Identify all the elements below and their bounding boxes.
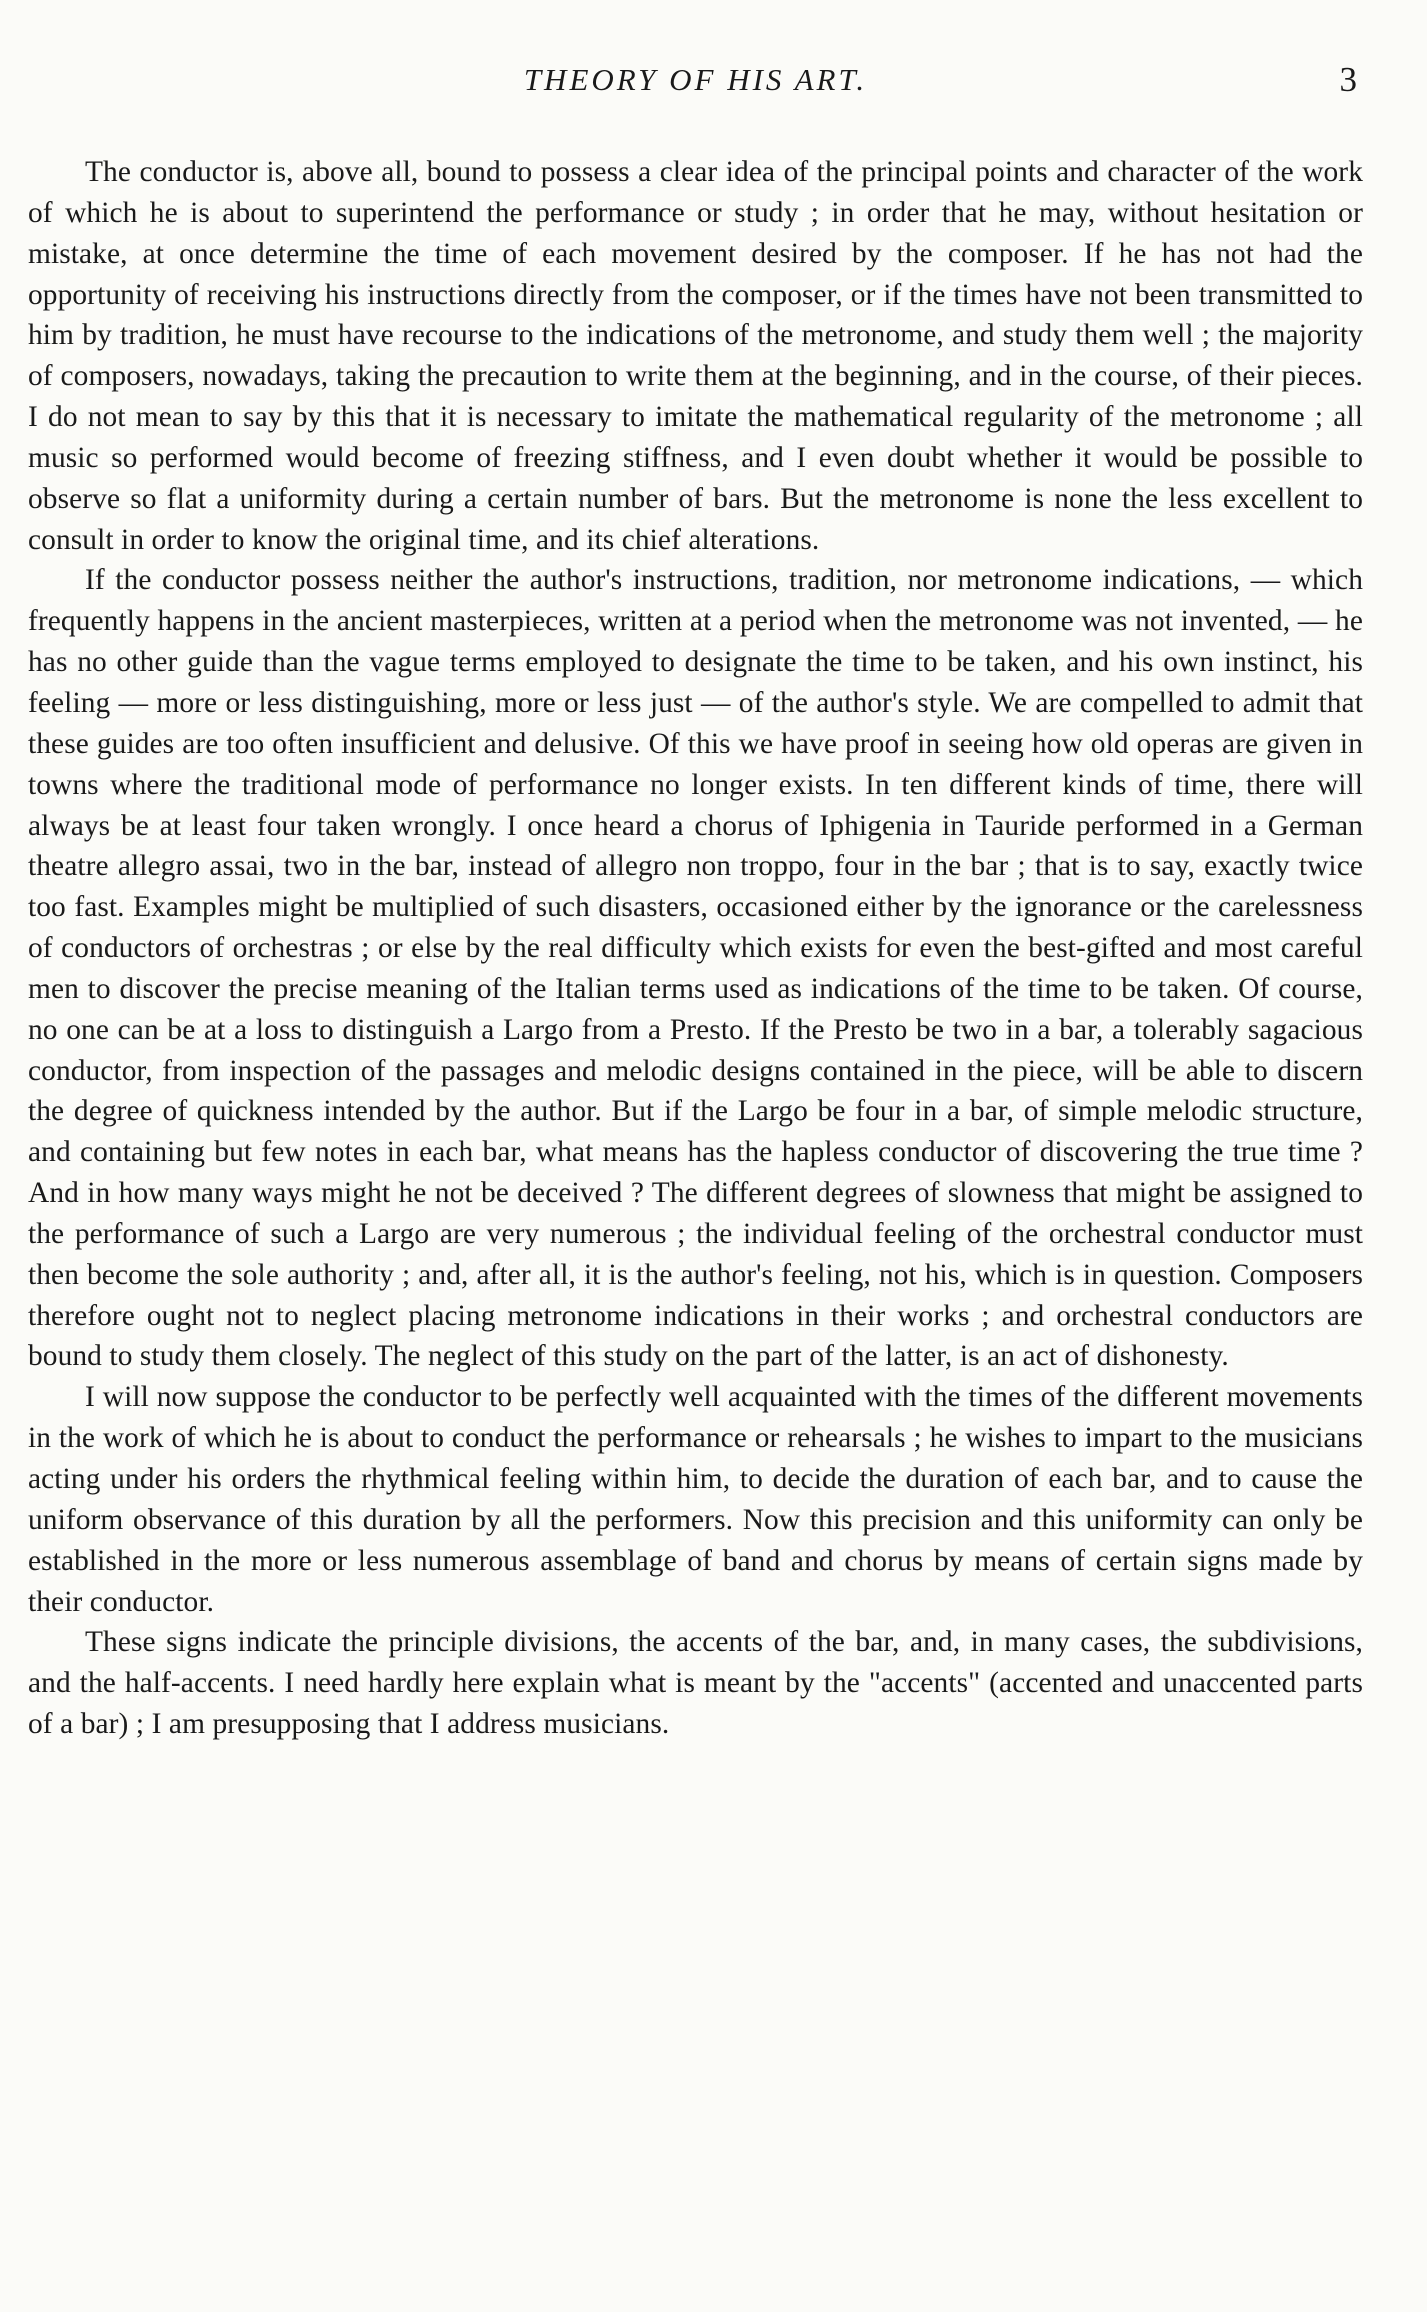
running-header: [28, 62, 1363, 112]
running-title: THEORY OF HIS ART.: [523, 62, 868, 97]
paragraph-2: If the conductor possess neither the author's instructions, tradition, nor metronome indications, — which frequently happens in the ancient masterpieces, written at a period when the metronome was not invented, — he has no other guide than the vague terms employed to designate the time to be taken, and his own instinct, his feeling — more or less distinguishing, more or less just — of the author's style. We are compelled to admit that these guides are too often insufficient and delusive. Of this we have proof in seeing how old operas are given in towns where the traditional mode of performance no longer exists. In ten different kinds of time, there will always be at least four taken wrongly. I once heard a chorus of Iphigenia in Tauride performed in a German theatre allegro assai, two in the bar, instead of allegro non troppo, four in the bar ; that is to say, exactly twice too fast. Examples might be multiplied of such disasters, occasioned either by the ignorance or the carelessness of conductors of orchestras ; or else by the real difficulty which exists for even the best-gifted and most careful men to discover the precise meaning of the Italian terms used as indications of the time to be taken. Of course, no one can be at a loss to distinguish a Largo from a Presto. If the Presto be two in a bar, a tolerably sagacious conductor, from inspection of the passages and melodic designs contained in the piece, will be able to discern the degree of quickness intended by the author. But if the Largo be four in a bar, of simple melodic structure, and containing but few notes in each bar, what means has the hapless conductor of discovering the true time ? And in how many ways might he not be deceived ? The different degrees of slowness that might be assigned to the performance of such a Largo are very numerous ; the individual feeling of the orchestral conductor must then become the sole authority ; and, after all, it is the author's feeling, not his, which is in question. Composers therefore ought not to neglect placing metronome indications in their works ; and orchestral conductors are bound to study them closely. The neglect of this study on the part of the latter, is an act of dishonesty.: [28, 564, 1363, 1373]
page-number: 3: [1339, 60, 1357, 99]
paragraph-1: The conductor is, above all, bound to possess a clear idea of the principal points and character of the work of which he is about to superintend the performance or study ; in order that he may, without hesitation or mistake, at once determine the time of each movement desired by the composer. If he has not had the opportunity of receiving his instructions directly from the composer, or if the times have not been transmitted to him by tradition, he must have recourse to the indications of the metronome, and study them well ; the majority of composers, nowadays, taking the precaution to write them at the beginning, and in the course, of their pieces. I do not mean to say by this that it is necessary to imitate the mathematical regularity of the metronome ; all music so performed would become of freezing stiffness, and I even doubt whether it would be possible to observe so flat a uniformity during a certain number of bars. But the metronome is none the less excellent to consult in order to know the original time, and its chief alterations.: [28, 156, 1363, 556]
body-text: [28, 152, 1363, 1745]
paragraph-4: These signs indicate the principle divisions, the accents of the bar, and, in many cases, the subdivisions, and the half-accents. I need hardly here explain what is meant by the "accents" (accented and unaccented parts of a bar) ; I am presupposing that I address musicians.: [28, 1626, 1363, 1741]
paragraph-3: I will now suppose the conductor to be perfectly well acquainted with the times of the different movements in the work of which he is about to conduct the performance or rehearsals ; he wishes to impart to the musicians acting under his orders the rhythmical feeling within him, to decide the duration of each bar, and to cause the uniform observance of this duration by all the performers. Now this precision and this uniformity can only be established in the more or less numerous assemblage of band and chorus by means of certain signs made by their conductor.: [28, 1381, 1363, 1618]
